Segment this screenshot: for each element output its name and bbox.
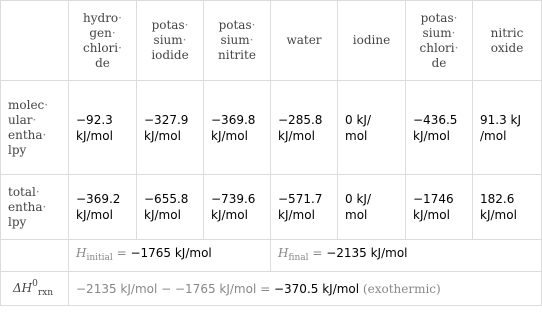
value-cell xyxy=(338,81,406,175)
text-line: lpy xyxy=(8,142,27,157)
text-line: −655.8 xyxy=(144,192,189,206)
header-row xyxy=(1,1,542,81)
value-cell xyxy=(137,81,204,175)
text-line: potas· xyxy=(218,18,256,32)
text-line: nitric xyxy=(490,25,524,40)
text-line: de xyxy=(95,55,110,70)
reaction-enthalpy-row xyxy=(1,272,542,306)
text-line: molec· xyxy=(8,97,49,112)
text-line: −92.3 xyxy=(76,112,113,127)
text-line: lpy xyxy=(8,214,27,229)
text-line: potas· xyxy=(151,18,189,32)
h-final-value: −2135 kJ/mol xyxy=(326,246,408,260)
empty-label-cell xyxy=(1,240,69,272)
text-line: 0 kJ/ xyxy=(345,112,371,127)
h-final-cell: $H_{final} = -2135$ kJ/mol xyxy=(271,240,542,272)
h-initial-cell: $H_{initial} = -1765$ kJ/mol xyxy=(69,240,271,272)
text-line: /mol xyxy=(480,128,507,143)
text-line: kJ/mol xyxy=(144,128,181,143)
value-cell xyxy=(137,175,204,240)
text-line: sium· xyxy=(422,25,456,40)
col-header-potassium-iodide xyxy=(137,1,204,81)
value-cell xyxy=(406,175,473,240)
text-line: −1746 xyxy=(413,192,454,206)
text-line: kJ/mol xyxy=(76,208,113,222)
col-header-hydrogen-chloride xyxy=(69,1,137,81)
h-final-symbol: $H_{final}$ xyxy=(278,246,309,263)
text-line: iodide xyxy=(151,48,189,62)
text-line: entha· xyxy=(8,127,47,142)
h-initial-value: −1765 kJ/mol xyxy=(130,246,212,260)
col-header-nitric-oxide xyxy=(473,1,542,81)
text-line: kJ/mol xyxy=(211,208,248,222)
text-line: potas· xyxy=(420,10,458,25)
total-enthalpy-row xyxy=(1,175,542,240)
text-line: −571.7 xyxy=(278,192,323,206)
text-line: hydro· xyxy=(83,10,122,25)
value-cell xyxy=(473,81,542,175)
text-line: kJ/mol xyxy=(278,128,315,143)
value-cell xyxy=(406,81,473,175)
reaction-enthalpy-expression: −2135 kJ/mol − −1765 kJ/mol = −370.5 kJ/mol (exothermic) xyxy=(69,272,542,306)
value-cell xyxy=(69,81,137,175)
text-line: kJ/mol xyxy=(413,208,450,222)
text-line: 182.6 xyxy=(480,192,515,206)
text-line: −327.9 xyxy=(144,112,189,127)
value-cell xyxy=(473,175,542,240)
text-line: −436.5 xyxy=(413,112,458,127)
corner-cell xyxy=(1,1,69,81)
text-line: 91.3 kJ xyxy=(480,112,522,127)
text-line: iodine xyxy=(352,33,391,47)
reaction-enthalpy-result: −370.5 kJ/mol xyxy=(273,281,360,296)
row-label-total-enthalpy xyxy=(1,175,69,240)
text-line: sium· xyxy=(153,33,187,47)
text-line: chlori· xyxy=(83,40,122,55)
text-line: gen· xyxy=(89,25,116,40)
h-initial-symbol: $H_{initial}$ xyxy=(76,246,113,263)
text-line: de xyxy=(431,55,447,70)
text-line: chlori· xyxy=(419,40,459,55)
text-line: ular· xyxy=(8,112,37,127)
text-line: mol xyxy=(345,208,368,222)
text-line: −369.2 xyxy=(76,192,121,206)
text-line: kJ/mol xyxy=(76,128,113,143)
value-cell xyxy=(338,175,406,240)
initial-final-row xyxy=(1,240,542,272)
text-line: kJ/mol xyxy=(211,128,248,143)
molecular-enthalpy-row xyxy=(1,81,542,175)
col-header-potassium-nitrite xyxy=(204,1,271,81)
text-line: −369.8 xyxy=(211,112,256,127)
row-label-molecular-enthalpy xyxy=(1,81,69,175)
value-cell xyxy=(271,175,338,240)
col-header-potassium-chloride xyxy=(406,1,473,81)
text-line: kJ/mol xyxy=(413,128,450,143)
value-cell xyxy=(204,81,271,175)
value-cell xyxy=(69,175,137,240)
col-header-iodine xyxy=(338,1,406,81)
text-line: entha· xyxy=(8,199,47,214)
exothermic-note: (exothermic) xyxy=(359,281,441,296)
text-line: oxide xyxy=(490,40,524,55)
col-header-water xyxy=(271,1,338,81)
row-label-reaction-enthalpy: $\Delta H^0_{rxn}$ xyxy=(1,272,69,306)
text-line: 0 kJ/ xyxy=(345,192,371,206)
text-line: −739.6 xyxy=(211,192,256,206)
text-line: nitrite xyxy=(218,48,256,62)
text-line: kJ/mol xyxy=(480,208,517,222)
value-cell xyxy=(271,81,338,175)
text-line: −285.8 xyxy=(278,112,323,127)
text-line: sium· xyxy=(220,33,254,47)
text-line: kJ/mol xyxy=(278,208,315,222)
value-cell xyxy=(204,175,271,240)
text-line: water xyxy=(286,33,322,47)
text-line: kJ/mol xyxy=(144,208,181,222)
text-line: total· xyxy=(8,184,40,199)
text-line: mol xyxy=(345,128,368,143)
